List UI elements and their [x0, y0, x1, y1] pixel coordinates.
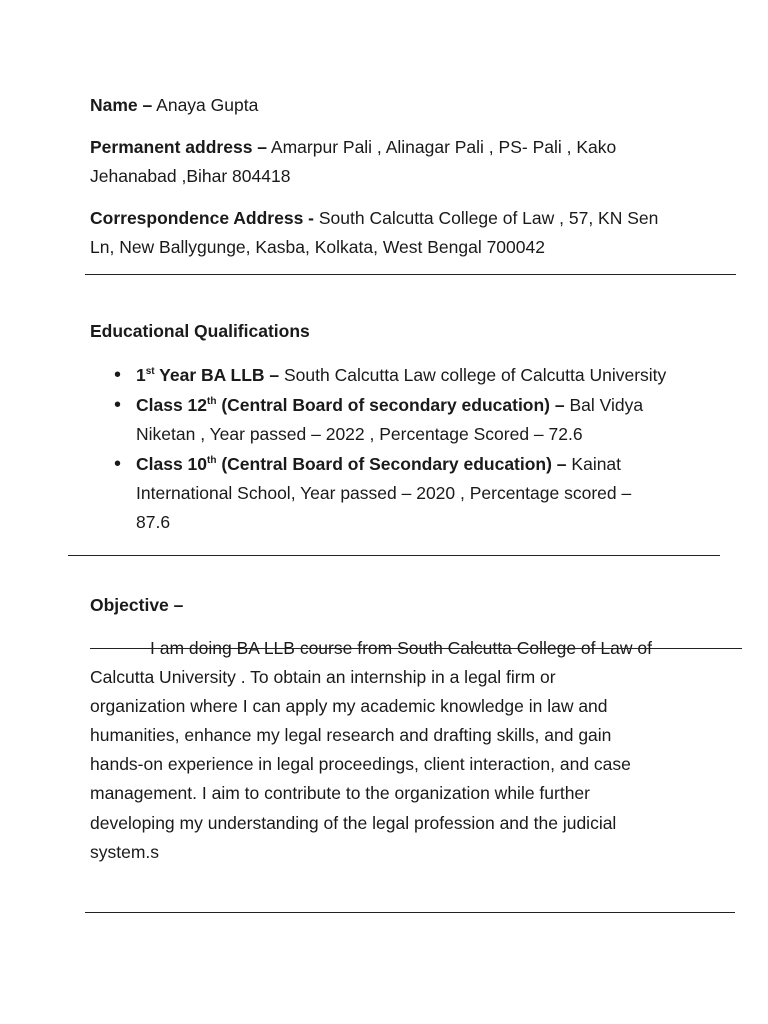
objective-line-5: hands-on experience in legal proceedings, client interaction, and case [90, 754, 631, 774]
objective-line-7: developing my understanding of the legal profession and the judicial [90, 813, 617, 833]
permanent-address-value: Amarpur Pali , Alinagar Pali , PS- Pali , Kako [267, 137, 617, 157]
correspondence-address-value: South Calcutta College of Law , 57, KN Sen [314, 208, 659, 228]
divider-1 [85, 274, 736, 275]
education-item-1-bold: Year BA LLB – [154, 365, 280, 385]
education-item-1-detail: South Calcutta Law college of Calcutta University [279, 365, 667, 385]
objective-heading-text: Objective – [90, 595, 184, 615]
education-item-2-detail: Bal Vidya [564, 395, 644, 415]
education-item-3-line3: 87.6 [136, 512, 171, 532]
education-item-3-detail: Kainat [566, 454, 622, 474]
correspondence-address-label: Correspondence Address - [90, 208, 314, 228]
permanent-address-line2: Jehanabad ,Bihar 804418 [90, 166, 291, 186]
objective-line-4: humanities, enhance my legal research and drafting skills, and gain [90, 725, 612, 745]
bullet-icon: • [114, 364, 122, 386]
education-item-2-line2: Niketan , Year passed – 2022 , Percentage Scored – 72.6 [136, 424, 583, 444]
objective-heading [90, 591, 183, 620]
education-item-2 [136, 391, 643, 420]
education-item-2-sup: th [207, 396, 217, 407]
correspondence-address-line1 [90, 204, 658, 233]
education-heading [90, 317, 310, 346]
education-item-3 [136, 450, 621, 479]
strike-through-line [90, 648, 742, 649]
objective-line-8: system.s [90, 842, 160, 862]
name-value: Anaya Gupta [152, 95, 259, 115]
name-label: Name – [90, 95, 153, 115]
education-item-3-line2: International School, Year passed – 2020 , Percentage scored – [136, 483, 632, 503]
bullet-icon: • [114, 394, 122, 416]
permanent-address-line1 [90, 133, 616, 162]
divider-2 [68, 555, 720, 556]
education-item-1-sup: st [145, 366, 155, 377]
divider-3 [85, 912, 735, 913]
education-item-3-title [136, 454, 567, 474]
objective-line-3: organization where I can apply my academic knowledge in law and [90, 696, 608, 716]
education-heading-text: Educational Qualifications [90, 321, 310, 341]
education-item-2-bold: (Central Board of secondary education) – [216, 395, 565, 415]
education-item-3-bold: (Central Board of Secondary education) – [216, 454, 567, 474]
education-item-2-prefix: Class 12 [136, 395, 208, 415]
bullet-icon: • [114, 453, 122, 475]
education-item-3-prefix: Class 10 [136, 454, 208, 474]
education-item-1-title [136, 365, 279, 385]
education-item-1 [136, 361, 666, 390]
objective-line-2: Calcutta University . To obtain an internship in a legal firm or [90, 667, 556, 687]
objective-line-6: management. I aim to contribute to the organization while further [90, 783, 590, 803]
objective-line-1: I am doing BA LLB course from South Calcutta College of Law of [150, 638, 652, 658]
correspondence-address-line2: Ln, New Ballygunge, Kasba, Kolkata, West Bengal 700042 [90, 237, 545, 257]
education-item-1-num: 1 [136, 365, 146, 385]
name-line [90, 91, 258, 120]
education-item-2-title [136, 395, 565, 415]
permanent-address-label: Permanent address – [90, 137, 268, 157]
education-item-3-sup: th [207, 455, 217, 466]
